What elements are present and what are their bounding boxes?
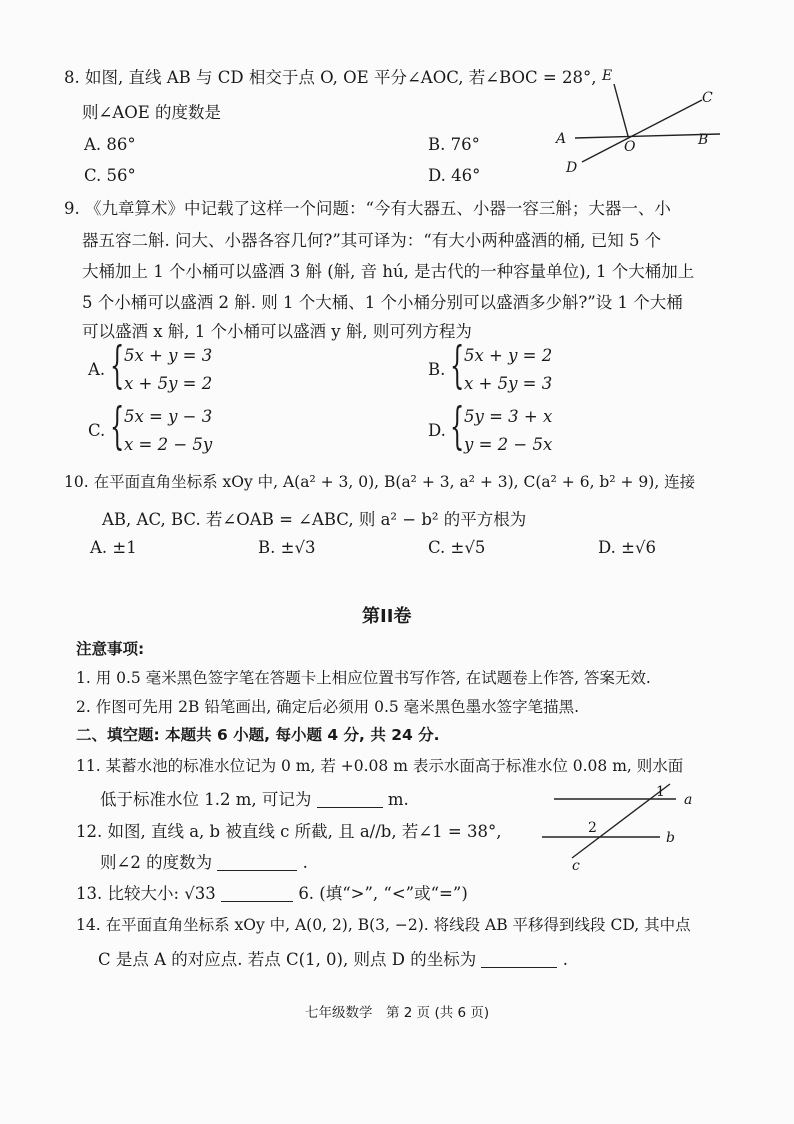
q8-line2: 则∠AOE 的度数是 (82, 103, 222, 122)
equation: x + 5y = 3 (464, 374, 553, 393)
brace-icon: { (450, 397, 465, 455)
notice-title: 注意事项: (76, 640, 145, 658)
q12-text: 则∠2 的度数为 (100, 853, 213, 872)
q12-period: . (302, 853, 308, 872)
q10-option-c: C. ±√5 (428, 538, 486, 557)
q13-text: 13. 比较大小: √33 (76, 884, 216, 903)
line-cd (582, 100, 702, 162)
q8-line1: 8. 如图, 直线 AB 与 CD 相交于点 O, OE 平分∠AOC, 若∠BOC = 28°, (64, 68, 597, 87)
ray-oe (614, 84, 628, 136)
brace-icon: { (110, 397, 125, 455)
equation: x = 2 − 5y (124, 435, 213, 454)
q10-option-d: D. ±√6 (598, 538, 656, 557)
q9-line4: 5 个小桶可以盛酒 2 斛. 则 1 个大桶、1 个小桶分别可以盛酒多少斛?”设 1 个大桶 (82, 293, 683, 312)
label-b: B (698, 132, 709, 148)
q14-period: . (562, 950, 568, 969)
q10-line1: 10. 在平面直角坐标系 xOy 中, A(a² + 3, 0), B(a² + 3, a² + 3), C(a² + 6, b² + 9), 连接 (64, 473, 696, 491)
q12-line1: 12. 如图, 直线 a, b 被直线 c 所截, 且 a//b, 若∠1 = 38°, (76, 822, 502, 841)
section-heading: 二、填空题: 本题共 6 小题, 每小题 4 分, 共 24 分. (76, 726, 440, 744)
q9-option-c-label: C. (88, 421, 106, 440)
label-e: E (602, 68, 613, 84)
q10-option-b: B. ±√3 (258, 538, 316, 557)
q13-text-post: 6. (填“>”, “<”或“=”) (298, 884, 468, 903)
q14-answer-blank[interactable] (481, 951, 557, 969)
q9-line2: 器五容二斛. 问大、小器各容几何?”其可译为：“有大小两种盛酒的桶, 已知 5 个 (82, 231, 662, 250)
q13-line (76, 880, 468, 904)
q9-line5: 可以盛酒 x 斛, 1 个小桶可以盛酒 y 斛, 则可列方程为 (82, 322, 472, 341)
q9-option-a-label: A. (88, 360, 106, 379)
label-b: b (666, 830, 675, 846)
q9-line3: 大桶加上 1 个小桶可以盛酒 3 斛 (斛, 音 hú, 是古代的一种容量单位), 1 个大桶加上 (82, 262, 695, 281)
q11-text: 低于标准水位 1.2 m, 可记为 (100, 790, 312, 809)
label-o: O (624, 139, 636, 155)
q9-option-d-label: D. (428, 421, 446, 440)
q8-figure (550, 62, 740, 182)
q12-line2 (100, 849, 308, 873)
equation: 5y = 3 + x (464, 407, 553, 426)
brace-icon: { (110, 336, 125, 394)
q13-answer-blank[interactable] (221, 885, 293, 903)
q10-option-a: A. ±1 (90, 538, 137, 557)
equation: 5x + y = 2 (464, 346, 553, 365)
q8-option-c: C. 56° (84, 166, 136, 185)
q14-text: C 是点 A 的对应点. 若点 C(1, 0), 则点 D 的坐标为 (98, 950, 477, 969)
label-a: a (684, 792, 693, 808)
page-footer: 七年级数学 第 2 页 (共 6 页) (305, 1005, 490, 1021)
q8-option-d: D. 46° (428, 166, 481, 185)
q14-line2 (98, 946, 568, 970)
equation: y = 2 − 5x (464, 435, 553, 454)
notice-item-2: 2. 作图可先用 2B 铅笔画出, 确定后必须用 0.5 毫米黑色墨水签字笔描黑. (76, 698, 580, 716)
q10-line2: AB, AC, BC. 若∠OAB = ∠ABC, 则 a² − b² 的平方根为 (102, 510, 527, 529)
angle-1-label: 1 (656, 784, 665, 800)
q12-figure (536, 780, 716, 872)
q11-line1: 11. 某蓄水池的标准水位记为 0 m, 若 +0.08 m 表示水面高于标准水位 0.08 m, 则水面 (76, 757, 684, 775)
q11-unit: m. (387, 790, 409, 809)
q9-option-b-label: B. (428, 360, 446, 379)
q11-answer-blank[interactable] (317, 791, 383, 809)
label-c: c (572, 858, 580, 872)
q8-option-a: A. 86° (84, 135, 136, 154)
q12-answer-blank[interactable] (217, 854, 297, 872)
label-d: D (566, 160, 578, 176)
q14-line1: 14. 在平面直角坐标系 xOy 中, A(0, 2), B(3, −2). 将线段 AB 平移得到线段 CD, 其中点 (76, 916, 691, 934)
equation: 5x + y = 3 (124, 346, 213, 365)
part2-heading: 第II卷 (362, 606, 412, 627)
notice-item-1: 1. 用 0.5 毫米黑色签字笔在答题卡上相应位置书写作答, 在试题卷上作答, 答案无效. (76, 669, 651, 687)
equation: 5x = y − 3 (124, 407, 213, 426)
angle-2-label: 2 (588, 820, 597, 836)
q8-option-b: B. 76° (428, 135, 480, 154)
label-a: A (556, 131, 567, 147)
q9-line1: 9. 《九章算术》中记载了这样一个问题：“今有大器五、小器一容三斛；大器一、小 (64, 199, 671, 218)
brace-icon: { (450, 336, 465, 394)
q11-line2 (100, 786, 409, 810)
equation: x + 5y = 2 (124, 374, 213, 393)
label-c: C (702, 90, 713, 106)
